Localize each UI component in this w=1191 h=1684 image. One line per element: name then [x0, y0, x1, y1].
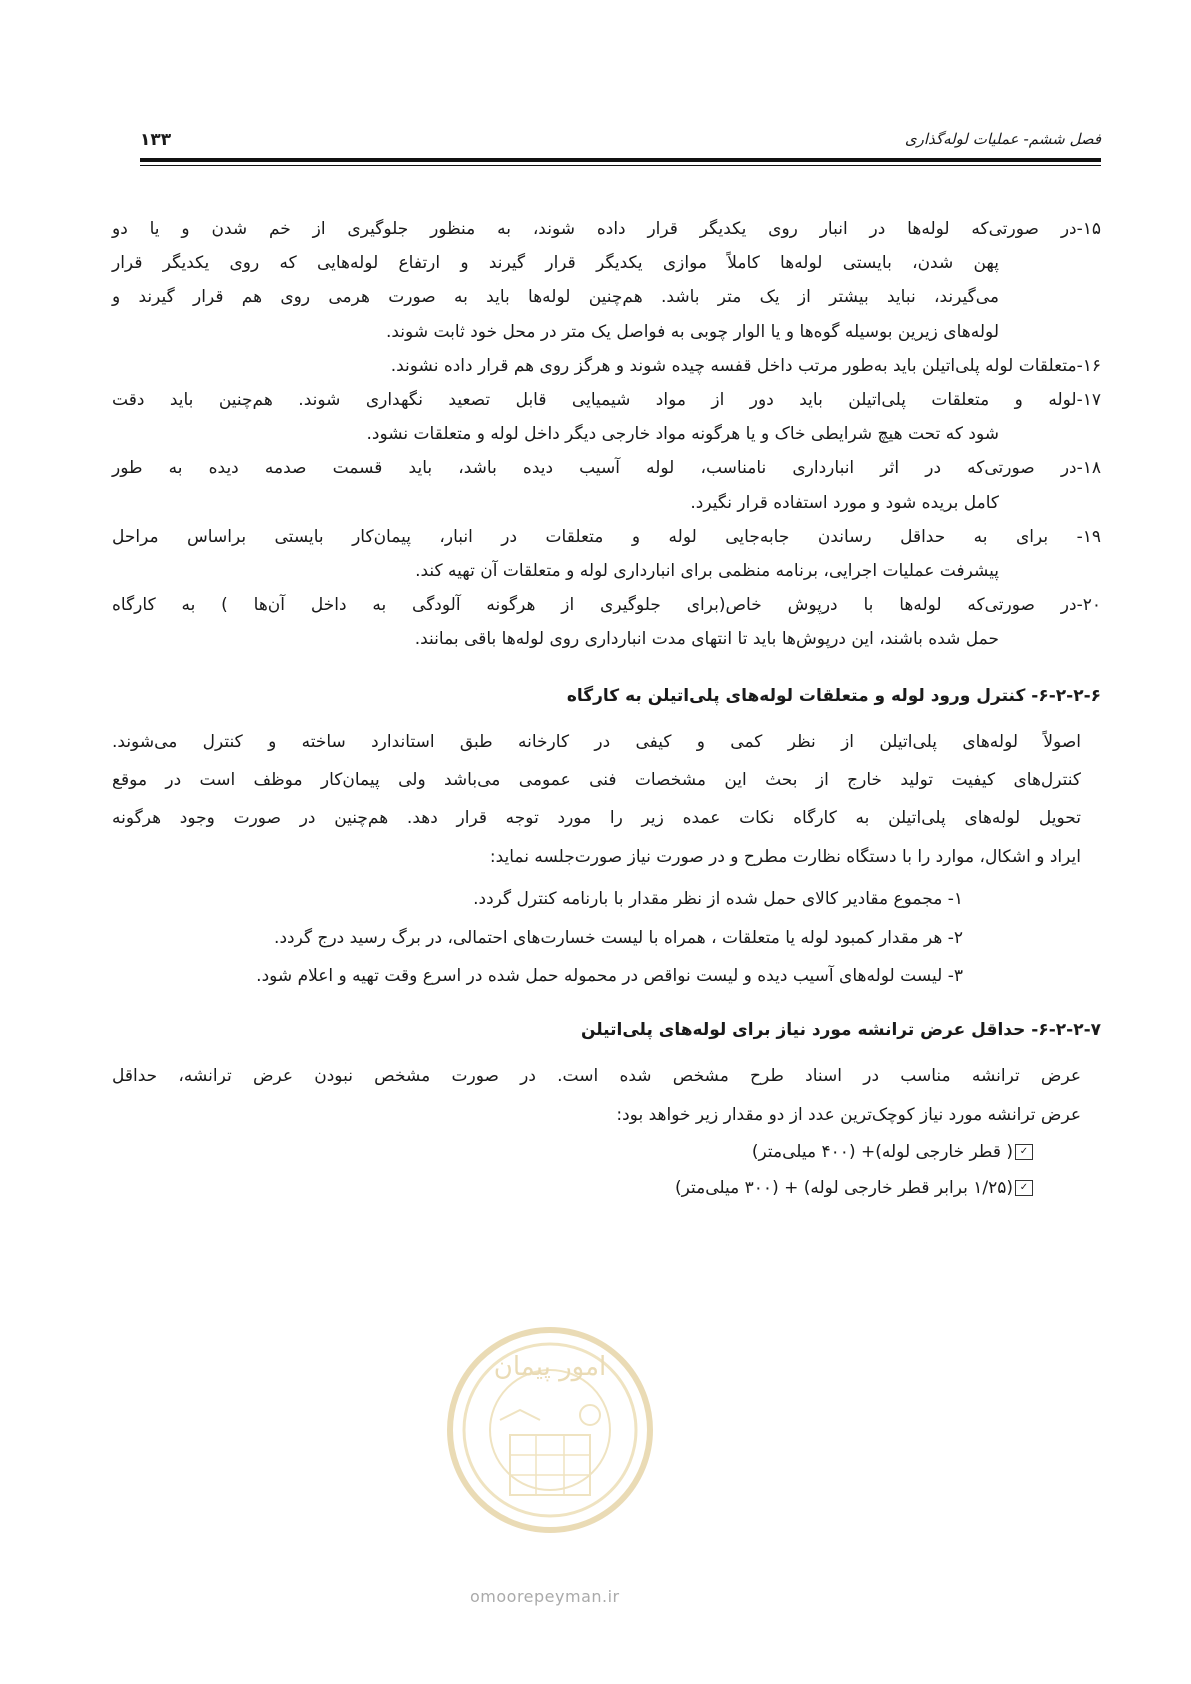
- list-item-first-line: [112, 451, 1101, 485]
- list-item-text: - برای به حداقل رساندن جابه‌جایی لوله و متعلقات در انبار، پیمان‌کار بایستی براساس مراحل: [112, 526, 1083, 547]
- list-item: [112, 383, 1101, 451]
- list-item-continuation: پهن شدن، بایستی لوله‌ها کاملاً موازی یکدیگر قرار گیرند و ارتفاع لوله‌هایی که روی یکدیگر قرار: [112, 253, 999, 274]
- checkbox-bullet-icon: ✓: [1015, 1180, 1033, 1196]
- formula-item: [112, 1134, 1101, 1170]
- list-item: [112, 349, 1101, 383]
- page-number: ۱۳۳: [140, 130, 172, 150]
- inspection-item: ۳- لیست لوله‌های آسیب دیده و لیست نواقص در محموله حمل شده در اسرع وقت تهیه و اعلام شود.: [256, 966, 963, 987]
- inspection-item: ۱- مجموع مقادیر کالای حمل شده از نظر مقدار با بارنامه کنترل گردد.: [473, 889, 963, 910]
- list-item-text: -متعلقات لوله پلی‌اتیلن باید به‌طور مرتب داخل قفسه چیده شوند و هرگز روی هم قرار داده نشوند.: [390, 355, 1083, 376]
- list-item-text: -در صورتی‌که لوله‌ها در انبار روی یکدیگر قرار داده شوند، به منظور جلوگیری از خم شدن و یا دو: [112, 219, 1083, 239]
- list-item-first-line: [112, 212, 1101, 246]
- formula-item: [112, 1170, 1101, 1206]
- list-item-continuation: شود که تحت هیچ شرایطی خاک و یا هرگونه مواد خارجی دیگر داخل لوله و متعلقات نشود.: [366, 424, 999, 445]
- list-item: [112, 520, 1101, 588]
- list-item: [112, 588, 1101, 656]
- paragraph-line: کنترل‌های کیفیت تولید خارج از بحث این مشخصات فنی عمومی می‌باشد ولی پیمان‌کار موظف است در موقع: [112, 770, 1081, 791]
- page-body: [112, 212, 1101, 1206]
- list-item-text: -در صورتی‌که در اثر انبارداری نامناسب، لوله آسیب دیده باشد، باید قسمت صدمه دیده به طور: [112, 458, 1083, 479]
- list-item-number: ۱۶: [1082, 355, 1101, 376]
- paragraph-line: ایراد و اشکال، موارد را با دستگاه نظارت مطرح و در صورت نیاز صورت‌جلسه نماید:: [489, 846, 1081, 867]
- list-item-text: -لوله و متعلقات پلی‌اتیلن باید دور از مواد شیمیایی قابل تصعید نگهداری شوند. هم‌چنین باید دقت: [112, 390, 1083, 411]
- list-item-number: ۱۷: [1082, 390, 1101, 411]
- trench-width-formulas: [112, 1134, 1101, 1206]
- paragraph-line: اصولاً لوله‌های پلی‌اتیلن از نظر کمی و کیفی در کارخانه طبق استاندارد ساخته و کنترل می‌شوند.: [112, 731, 1081, 752]
- list-item-first-line: [112, 520, 1101, 554]
- list-item-first-line: [112, 588, 1101, 622]
- list-item-first-line: [112, 383, 1101, 417]
- formula-text: (۱/۲۵ برابر قطر خارجی لوله) + (۳۰۰ میلی‌متر): [674, 1178, 1013, 1199]
- formula-text: ( قطر خارجی لوله)+ (۴۰۰ میلی‌متر): [751, 1142, 1013, 1163]
- header-rule: [140, 158, 1101, 162]
- paragraph-line: عرض ترانشه مناسب در اسناد طرح مشخص شده است. در صورت مشخص نبودن عرض ترانشه، حداقل: [112, 1066, 1081, 1087]
- header-rule-thin: [140, 165, 1101, 166]
- storage-rules-list: [112, 212, 1101, 657]
- paragraph-line: تحویل لوله‌های پلی‌اتیلن به کارگاه نکات عمده زیر را مورد توجه قرار دهد. هم‌چنین در صورت وجود هرگونه: [112, 808, 1081, 829]
- list-item-first-line: [112, 349, 1101, 383]
- list-item-continuation: می‌گیرند، نباید بیشتر از یک متر باشد. هم‌چنین لوله‌ها باید به صورت هرمی روی هم قرار گیرند و: [112, 287, 999, 308]
- inspection-item: ۲- هر مقدار کمبود لوله یا متعلقات ، همراه با لیست خسارت‌های احتمالی، در برگ رسید درج گردد.: [274, 927, 963, 948]
- list-item-continuation: پیشرفت عملیات اجرایی، برنامه منظمی برای انبارداری لوله و متعلقات آن تهیه کند.: [415, 561, 999, 582]
- section-heading-trench-width: ۶-۲-۲-۷- حداقل عرض ترانشه مورد نیاز برای لوله‌های پلی‌اتیلن: [580, 1020, 1101, 1041]
- inspection-paragraph: [112, 723, 1101, 877]
- chapter-title: فصل ششم- عملیات لوله‌گذاری: [904, 130, 1101, 148]
- watermark-seal-icon: [440, 1320, 660, 1550]
- checkbox-bullet-icon: ✓: [1015, 1144, 1033, 1160]
- list-item: [112, 212, 1101, 349]
- list-item-number: ۱۵: [1082, 219, 1101, 239]
- list-item-continuation: کامل بریده شود و مورد استفاده قرار نگیرد.: [690, 492, 999, 513]
- list-item: [112, 451, 1101, 519]
- seal-text: امور پیمان: [493, 1352, 607, 1382]
- section-heading-inspection: ۶-۲-۲-۶- کنترل ورود لوله و متعلقات لوله‌های پلی‌اتیلن به کارگاه: [566, 685, 1101, 706]
- list-item-number: ۱۹: [1082, 526, 1101, 547]
- list-item-continuation: حمل شده باشند، این درپوش‌ها باید تا انتهای مدت انبارداری روی لوله‌ها باقی بمانند.: [414, 629, 999, 650]
- paragraph-line: عرض ترانشه مورد نیاز کوچک‌ترین عدد از دو مقدار زیر خواهد بود:: [616, 1104, 1081, 1125]
- trench-width-paragraph: [112, 1057, 1101, 1134]
- inspection-items: [112, 880, 1081, 995]
- list-item-text: -در صورتی‌که لوله‌ها با درپوش خاص(برای جلوگیری از هرگونه آلودگی به داخل آن‌ها ) به کارگاه: [112, 595, 1083, 616]
- list-item-continuation: لوله‌های زیرین بوسیله گوه‌ها و یا الوار چوبی به فواصل یک متر در محل خود ثابت شوند.: [385, 321, 999, 342]
- list-item-number: ۲۰: [1082, 595, 1101, 616]
- page-header: [140, 118, 1101, 158]
- list-item-number: ۱۸: [1082, 458, 1101, 479]
- watermark-url: omoorepeyman.ir: [470, 1587, 620, 1606]
